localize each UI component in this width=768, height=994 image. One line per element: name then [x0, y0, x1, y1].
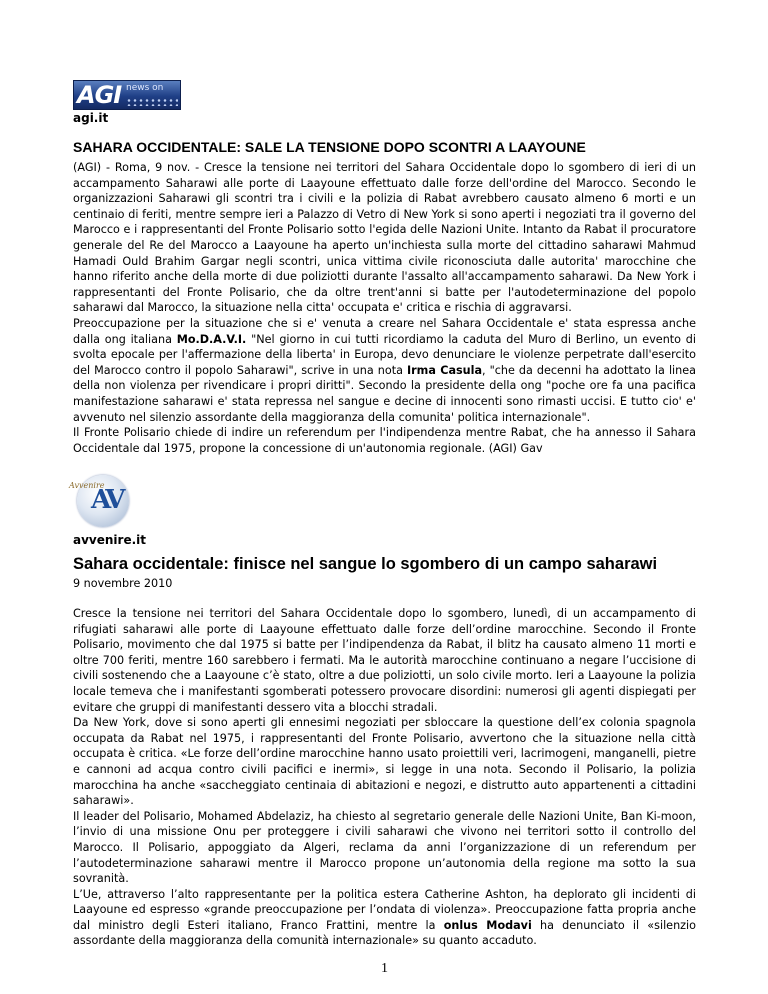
avvenire-paragraph-2: Da New York, dove si sono aperti gli ennesimi negoziati per sbloccare la questione dell’ex colonia spagnola occupata da Rabat nel 1975, i rappresentanti del Fronte Polisario, avvertono che la situazione nella città occupata è critica. «Le forze dell’ordine marocchine hanno usato proiettili veri, lacrimogeni, manganelli, pietre e cannoni ad acqua contro civili pacifici e inermi», si legge in una nota. Secondo il Polisario, la polizia marocchina ha anche «saccheggiato centinaia di abitazioni e negozi, e distrutto auto appartenenti a cittadini saharawi».	[73, 716, 696, 808]
avvenire-logo-word: Avvenire	[69, 481, 105, 490]
page-number: 1	[381, 961, 388, 976]
agi-paragraph-2: Preoccupazione per la situazione che si e' venuta a creare nel Sahara Occidentale e' stata espressa anche dalla ong italiana Mo.D.A.V.I. "Nel giorno in cui tutti ricordiamo la caduta del Muro di Berlino, un evento di svolta epocale per l'affermazione della liberta' in Europa, devo denunciare le violenze perpetrate dall'esercito del Marocco contro il popolo Saharawi", scrive in una nota Irma Casula, "che da decenni ha adottato la linea della non violenza per rivendicare i propri diritti". Secondo la presidente della ong "poche ore fa una pacifica manifestazione saharawi e' stata repressa nel sangue e decine di innocenti sono rimasti uccisi. E tutto cio' e' avvenuto nel silenzio assordante della maggioranza della comunita' politica internazionale".	[73, 316, 696, 424]
modavi-bold: Mo.D.A.V.I.	[176, 332, 247, 346]
agi-logo-dots	[126, 98, 178, 106]
agi-article-title: SAHARA OCCIDENTALE: SALE LA TENSIONE DOPO SCONTRI A LAAYOUNE	[73, 139, 586, 155]
avvenire-paragraph-4: L’Ue, attraverso l’alto rappresentante per la politica estera Catherine Ashton, ha deplorato gli incidenti di Laayoune ed espresso «grande preoccupazione per l’ondata di violenza». Preoccupazione fatta propria anche dal ministro degli Esteri italiano, Franco Frattini, mentre la onlus Modavi ha denunciato il «silenzio assordante della maggioranza della comunità internazionale» su quanto accaduto.	[73, 887, 696, 948]
avvenire-source-label: avvenire.it	[73, 533, 147, 547]
avvenire-article-body	[73, 606, 696, 949]
agi-logo	[73, 80, 181, 110]
agi-article-body	[73, 160, 696, 456]
agi-paragraph-1: (AGI) - Roma, 9 nov. - Cresce la tensione nei territori del Sahara Occidentale dopo lo sgombero di ieri di un accampamento Saharawi alle porte di Laayoune effettuato dalle forze dell'ordine del Marocco. Secondo le organizzazioni Saharawi gli scontri tra i civili e la polizia di Rabat avrebbero causato almeno 6 morti e un centinaio di feriti, mentre sempre ieri a Palazzo di Vetro di New York si sono aperti i negoziati tra il governo del Marocco e i rappresentanti del Fronte Polisario sotto l'egida delle Nazioni Unite. Intanto da Rabat il procuratore generale del Re del Marocco a Laayoune ha aperto un'inchiesta sulla morte del cittadino saharawi Mahmud Hamadi Ould Brahim Gargar negli scontri, unica vittima civile riconosciuta dalle autorita' marocchine che hanno riferito anche della morte di due poliziotti durante l'assalto all'accampamento saharawi. Da New York i rappresentanti del Fronte Polisario, che da oltre trent'anni si batte per l'autodeterminazione del popolo saharawi dal Marocco, la situazione nella citta' occupata e' critica e rischia di aggravarsi.	[73, 161, 696, 315]
avvenire-paragraph-3: Il leader del Polisario, Mohamed Abdelaziz, ha chiesto al segretario generale delle Nazioni Unite, Ban Ki-moon, l’invio di una missione Onu per proteggere i civili saharawi che vivono nei territori sotto il controllo del Marocco. Il Polisario, appoggiato da Algeri, reclama da anni l’organizzazione di un referendum per l’autodeterminazione saharawi mentre il Marocco propone un’autonomia della regione ma sotto la sua sovranità.	[73, 809, 696, 886]
avvenire-logo	[69, 475, 129, 527]
avvenire-article-title: Sahara occidentale: finisce nel sangue lo sgombero di un campo saharawi	[73, 555, 658, 573]
agi-source-label: agi.it	[73, 111, 109, 125]
agi-logo-text: AGI	[77, 81, 122, 109]
agi-paragraph-3: Il Fronte Polisario chiede di indire un referendum per l'indipendenza mentre Rabat, che ha annesso il Sahara Occidentale dal 1975, propone la concessione di un'autonomia regionale. (AGI) Gav	[73, 426, 696, 455]
avvenire-article-date: 9 novembre 2010	[73, 577, 173, 590]
onlus-modavi-bold: onlus Modavi	[443, 918, 532, 932]
irma-casula-bold: Irma Casula	[406, 363, 483, 377]
avvenire-logo-mark: AV	[91, 485, 122, 515]
agi-logo-subtext: news on	[126, 83, 164, 93]
avvenire-paragraph-1: Cresce la tensione nei territori del Sahara Occidentale dopo lo sgombero, lunedì, di un accampamento di rifugiati saharawi alle porte di Laayoune effettuato dalle forze dell’ordine marocchine. Secondo il Fronte Polisario, movimento che dal 1975 si batte per l’indipendenza da Rabat, il blitz ha causato almeno 11 morti e oltre 700 feriti, mentre 160 sarebbero i fermati. Ma le autorità marocchine continuano a negare l’uccisione di civili sostenendo che a Laayoune c’è stato, oltre a due poliziotti, un solo civile morto. Ieri a Laayoune la polizia locale temeva che i manifestanti sgomberati potessero provocare disordini: numerosi gli agenti dispiegati per evitare che gruppi di manifestanti dessero vita a blocchi stradali.	[73, 607, 696, 714]
